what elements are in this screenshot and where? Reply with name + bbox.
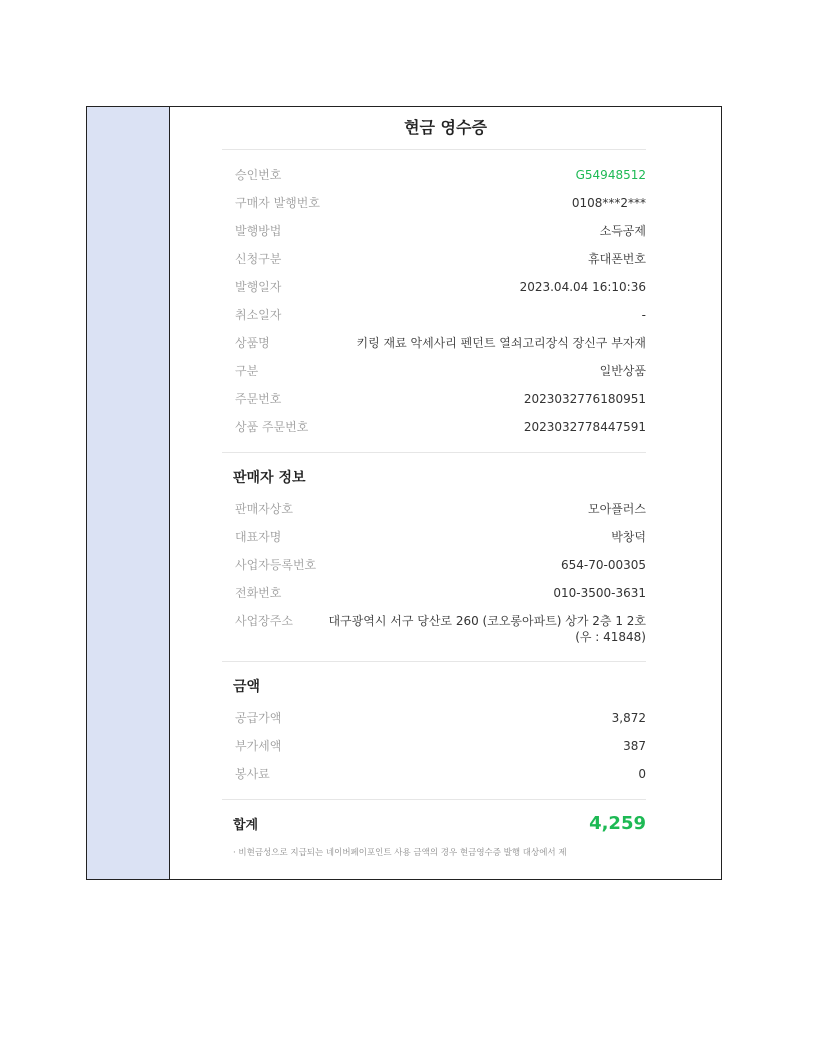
row-value: 654-70-00305 — [560, 558, 646, 572]
row-value: 3,872 — [611, 711, 646, 725]
receipt-content — [222, 149, 646, 858]
row-value: 010-3500-3631 — [553, 586, 646, 600]
row-label: 사업장주소 — [235, 614, 293, 628]
seller-row-business-number — [222, 551, 646, 579]
row-value: 휴대폰번호 — [588, 252, 646, 266]
row-label: 판매자상호 — [235, 502, 293, 516]
row-label: 전화번호 — [235, 586, 282, 600]
side-column — [87, 107, 170, 879]
seller-row-name — [222, 495, 646, 523]
footnote: · 비현금성으로 지급되는 네이버페이포인트 사용 금액의 경우 현금영수증 발행 대상에서 제 — [233, 848, 567, 858]
row-label: 구분 — [235, 364, 259, 378]
row-label: 상품 주문번호 — [235, 420, 309, 434]
row-value: 2023.04.04 16:10:36 — [519, 280, 646, 294]
row-value: 일반상품 — [599, 364, 646, 378]
amount-row-supply — [222, 704, 646, 732]
row-label: 승인번호 — [235, 168, 282, 182]
receipt-title: 현금 영수증 — [404, 118, 487, 137]
row-value: 키링 재료 악세사리 펜던트 열쇠고리장식 장신구 부자재 — [356, 336, 646, 350]
detail-row-issue-method — [222, 217, 646, 245]
detail-row-approval — [222, 161, 646, 189]
row-label: 구매자 발행번호 — [235, 196, 320, 210]
row-label: 공급가액 — [235, 711, 282, 725]
detail-row-order-number — [222, 385, 646, 413]
row-label: 발행일자 — [235, 280, 282, 294]
document-table-frame — [86, 106, 722, 880]
row-label: 사업자등록번호 — [235, 558, 317, 572]
detail-row-request-type — [222, 245, 646, 273]
row-label: 주문번호 — [235, 392, 282, 406]
seller-row-phone — [222, 579, 646, 607]
seller-row-address — [222, 607, 646, 653]
total-label: 합계 — [233, 817, 259, 833]
approval-number: G54948512 — [575, 168, 646, 182]
detail-row-product-name — [222, 329, 646, 357]
row-value: 모아플러스 — [588, 502, 646, 516]
row-value: - — [641, 308, 646, 322]
row-value: 0108***2*** — [571, 196, 646, 210]
seller-row-representative — [222, 523, 646, 551]
row-label: 상품명 — [235, 336, 270, 350]
row-value: 0 — [638, 767, 646, 781]
row-value: 387 — [623, 739, 646, 753]
detail-row-product-order-number — [222, 413, 646, 441]
amount-row-service-fee — [222, 760, 646, 788]
receipt-panel — [170, 107, 721, 879]
amount-row-vat — [222, 732, 646, 760]
row-label: 대표자명 — [235, 530, 282, 544]
row-label: 봉사료 — [235, 767, 270, 781]
row-label: 부가세액 — [235, 739, 282, 753]
total-value: 4,259 — [589, 812, 646, 834]
row-label: 신청구분 — [235, 252, 282, 266]
row-value: 2023032776180951 — [523, 392, 646, 406]
total-row — [222, 800, 646, 846]
row-label: 취소일자 — [235, 308, 282, 322]
amount-section-title: 금액 — [233, 679, 261, 695]
detail-row-issue-date — [222, 273, 646, 301]
row-value: 2023032778447591 — [523, 420, 646, 434]
row-value: 대구광역시 서구 당산로 260 (코오롱아파트) 상가 2층 1 2호 (우 : 41848) — [328, 614, 646, 644]
seller-section-title: 판매자 정보 — [233, 470, 306, 486]
detail-row-buyer-number — [222, 189, 646, 217]
row-value: 소득공제 — [599, 224, 646, 238]
row-label: 발행방법 — [235, 224, 282, 238]
row-value: 박창덕 — [611, 530, 646, 544]
detail-row-category — [222, 357, 646, 385]
detail-row-cancel-date — [222, 301, 646, 329]
